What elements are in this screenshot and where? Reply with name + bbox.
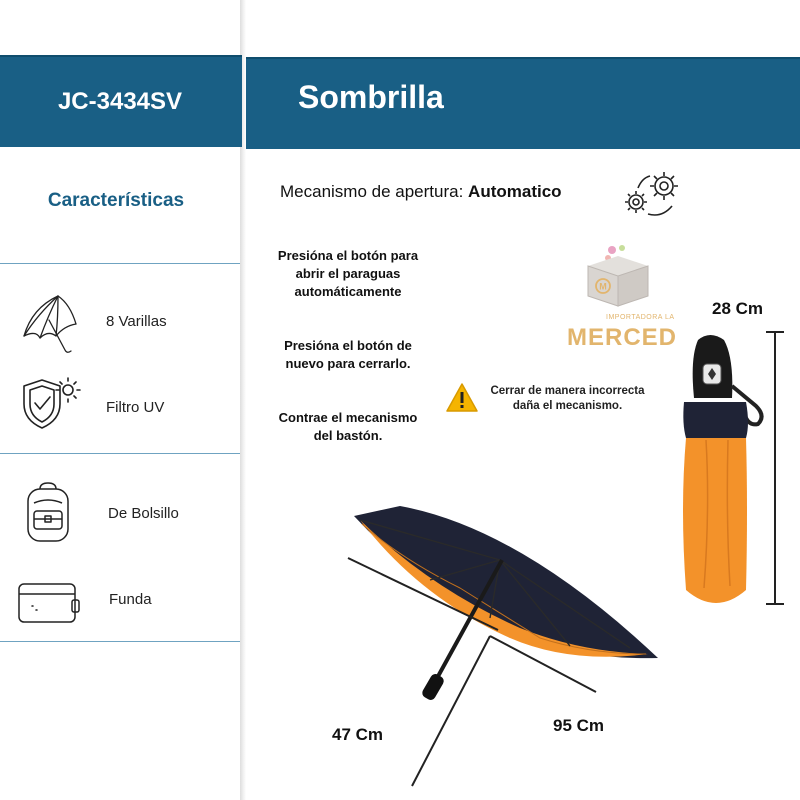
logo-subtitle: IMPORTADORA LA	[606, 314, 675, 321]
features-section-title: Características	[47, 190, 185, 211]
dimension-lines	[340, 540, 610, 790]
brand-logo-box	[582, 242, 654, 310]
height-dimension-line	[760, 326, 790, 610]
mechanism-value: Automatico	[468, 182, 562, 201]
pouch-icon	[16, 578, 82, 628]
feature-label-pocket: De Bolsillo	[108, 505, 179, 522]
umbrella-icon	[18, 290, 80, 354]
product-title: Sombrilla	[298, 79, 444, 115]
mechanism-line	[280, 182, 562, 202]
feature-label-case: Funda	[109, 591, 152, 608]
dimension-diameter: 95 Cm	[553, 716, 605, 735]
warning-text: Cerrar de manera incorrecta daña el mecanismo.	[490, 385, 645, 412]
divider	[0, 453, 240, 454]
instruction-close: Presióna el botón de nuevo para cerrarlo.	[284, 338, 412, 371]
shield-sun-icon	[18, 372, 84, 434]
instruction-retract: Contrae el mecanismo del bastón.	[278, 410, 418, 443]
product-code: JC-3434SV	[57, 88, 183, 115]
dimension-height: 28 Cm	[712, 299, 764, 318]
backpack-icon	[20, 479, 78, 545]
svg-text:M: M	[599, 281, 607, 292]
logo-wordmark: MERCED	[567, 324, 678, 351]
divider	[0, 263, 240, 264]
feature-label-ribs: 8 Varillas	[106, 313, 167, 330]
divider	[0, 641, 240, 642]
feature-label-uv: Filtro UV	[106, 399, 165, 416]
warning-icon	[445, 382, 479, 414]
gears-icon	[620, 166, 686, 222]
dimension-length: 47 Cm	[332, 725, 384, 744]
mechanism-label: Mecanismo de apertura:	[280, 182, 469, 201]
instruction-open: Presióna el botón para abrir el paraguas automáticamente	[277, 248, 419, 299]
